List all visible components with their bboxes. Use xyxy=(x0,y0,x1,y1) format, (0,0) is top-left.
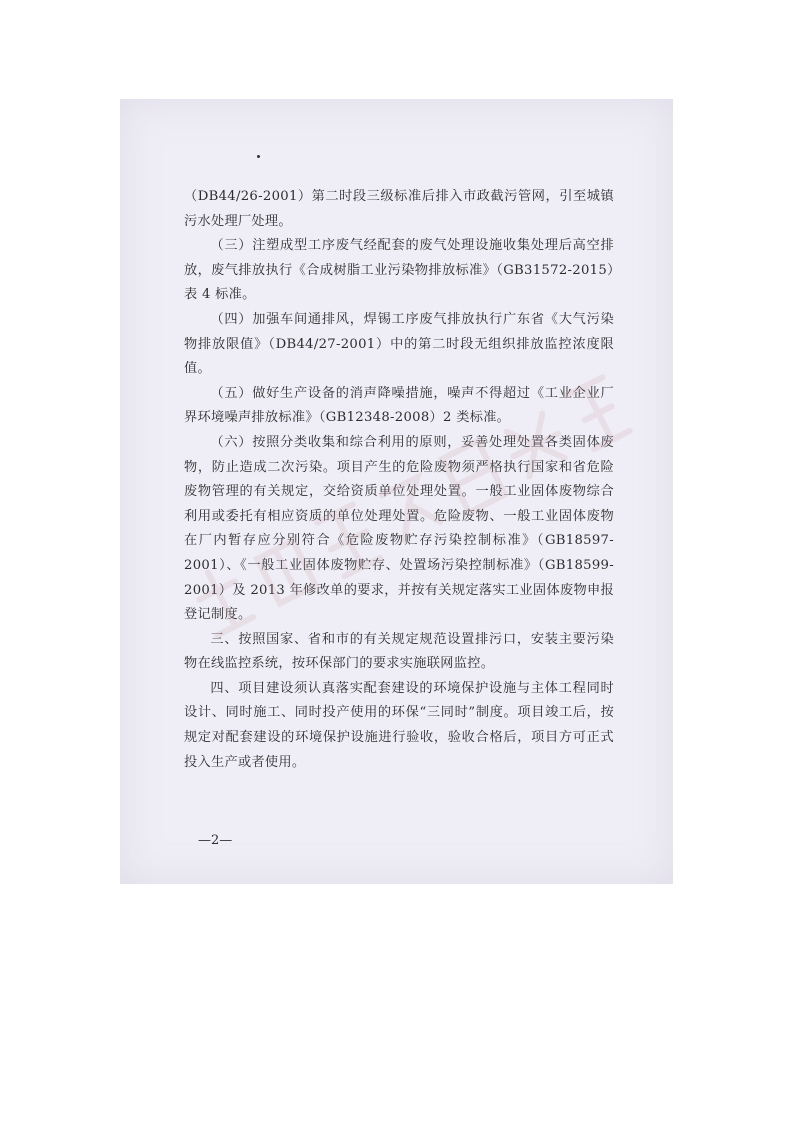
paragraph-item-5: （五）做好生产设备的消声降噪措施，噪声不得超过《工业企业厂界环境噪声排放标准》（GB12348-2008）2 类标准。 xyxy=(184,385,614,426)
paragraph-continuation: （DB44/26-2001）第二时段三级标准后排入市政截污管网，引至城镇污水处理厂处理。 xyxy=(184,189,614,229)
page-number: —2— xyxy=(198,833,233,848)
paragraph-item-4: （四）加强车间通排风，焊锡工序废气排放执行广东省《大气污染物排放限值》（DB44/27-2001）中的第二时段无组织排放监控浓度限值。 xyxy=(184,311,614,377)
paragraph-item-3: （三）注塑成型工序废气经配套的废气处理设施收集处理后高空排放，废气排放执行《合成树脂工业污染物排放标准》（GB31572-2015）表 4 标准。 xyxy=(184,238,614,303)
paragraph-section-3: 三、按照国家、省和市的有关规定规范设置排污口，安装主要污染物在线监控系统，按环保部门的要求实施联网监控。 xyxy=(184,631,614,672)
paragraph-section-4: 四、项目建设须认真落实配套建设的环境保护设施与主体工程同时设计、同时施工、同时投产使用的环保“三同时”制度。项目竣工后，按规定对配套建设的环境保护设施进行验收，验收合格后，项目方可正式投入生产或者使用。 xyxy=(184,680,614,770)
scanned-document-page xyxy=(120,99,673,884)
ink-dot xyxy=(257,155,260,158)
document-body xyxy=(184,185,614,775)
paragraph-item-6: （六）按照分类收集和综合利用的原则，妥善处理处置各类固体废物，防止造成二次污染。项目产生的危险废物须严格执行国家和省危险废物管理的有关规定，交给资质单位处理处置。一般工业固体废物综合利用或委托有相应资质的单位处理处置。危险废物、一般工业固体废物在厂内暂存应分别符合《危险废物贮存污染控制标准》（GB18597-2001）、《一般工业固体废物贮存、处置场污染控制标准》（GB18599-2001）及 2013 年修改单的要求，并按有关规定落实工业固体废物申报登记制度。 xyxy=(184,434,614,623)
